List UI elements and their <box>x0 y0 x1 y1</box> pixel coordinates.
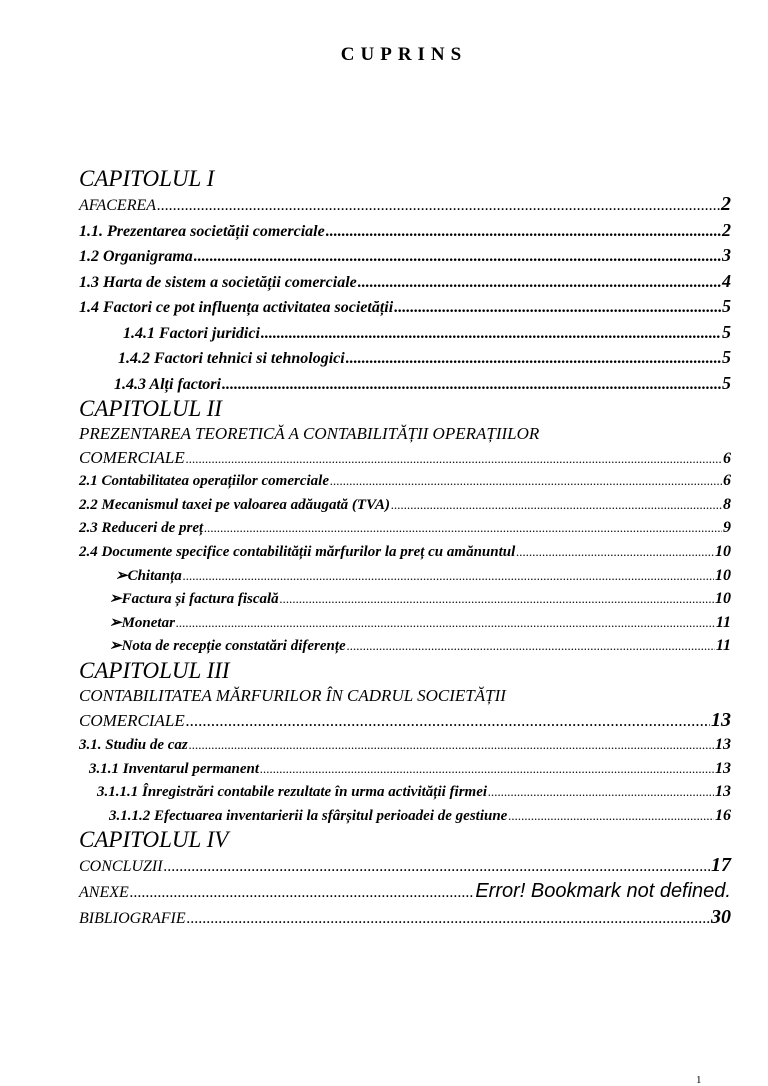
toc-entry[interactable]: 2.3 Reduceri de preț ..... 9 <box>79 516 731 540</box>
toc-entry[interactable]: 2.4 Documente specifice contabilității mărfurilor la preț cu amănuntul ..... 10 <box>79 540 731 564</box>
toc-entry[interactable]: 1.2 Organigrama ..... 3 <box>79 243 731 269</box>
toc-entry[interactable]: COMERCIALE ..... 6 <box>79 446 731 470</box>
page-title: CUPRINS <box>340 44 468 65</box>
toc-entry[interactable]: 1.4 Factori ce pot influența activitatea societății ..... 5 <box>79 294 731 320</box>
toc-entry[interactable]: ➢Nota de recepție constatări diferențe ..... 11 <box>79 634 731 658</box>
toc-entry[interactable]: COMERCIALE ..... 13 <box>79 708 731 734</box>
toc-entry[interactable]: ANEXE ..... Error! Bookmark not defined. <box>79 878 731 905</box>
toc-entry[interactable]: 3.1.1 Inventarul permanent ..... 13 <box>79 757 731 781</box>
toc-entry[interactable]: 3.1.1.2 Efectuarea inventarierii la sfârșitul perioadei de gestiune ..... 16 <box>79 804 731 828</box>
toc-entry[interactable]: CONCLUZII ..... 17 <box>79 853 731 878</box>
chapter-heading: CAPITOLUL I <box>79 166 215 191</box>
chapter-heading: CAPITOLUL III <box>79 657 230 683</box>
chapter-heading: CAPITOLUL II <box>79 396 222 421</box>
page-number: 1 <box>696 1074 702 1086</box>
toc-entry[interactable]: 1.1. Prezentarea societății comerciale ..... 2 <box>79 218 731 244</box>
toc-entry[interactable]: 2.2 Mecanismul taxei pe valoarea adăugată (TVA) ..... 8 <box>79 493 731 517</box>
toc-entry[interactable]: 2.1 Contabilitatea operațiilor comerciale ..... 6 <box>79 469 731 493</box>
toc-entry[interactable]: 1.4.2 Factori tehnici si tehnologici ..... 5 <box>79 345 731 371</box>
toc-entry[interactable]: AFACEREA ..... 2 <box>79 192 731 218</box>
toc-entry[interactable]: 1.4.3 Alți factori ..... 5 <box>79 371 731 397</box>
toc-entry[interactable]: ➢Monetar ..... 11 <box>79 611 731 635</box>
toc-entry[interactable]: 3.1.1.1 Înregistrări contabile rezultate în urma activității firmei ..... 13 <box>79 780 731 804</box>
chapter-subtitle: PREZENTAREA TEORETICĂ A CONTABILITĂȚII OPERAȚIILOR <box>79 424 540 443</box>
toc-entry[interactable]: 1.4.1 Factori juridici ..... 5 <box>79 320 731 346</box>
chapter-heading: CAPITOLUL IV <box>79 827 229 853</box>
toc-entry[interactable]: BIBLIOGRAFIE ..... 30 <box>79 905 731 930</box>
table-of-contents <box>79 166 731 930</box>
toc-entry[interactable]: 3.1. Studiu de caz ..... 13 <box>79 733 731 757</box>
toc-entry[interactable]: 1.3 Harta de sistem a societății comerciale ..... 4 <box>79 269 731 295</box>
toc-entry[interactable]: ➢Chitanța ..... 10 <box>79 564 731 588</box>
toc-entry[interactable]: ➢Factura și factura fiscală ..... 10 <box>79 587 731 611</box>
chapter-subtitle: CONTABILITATEA MĂRFURILOR ÎN CADRUL SOCIETĂȚII <box>79 685 506 705</box>
